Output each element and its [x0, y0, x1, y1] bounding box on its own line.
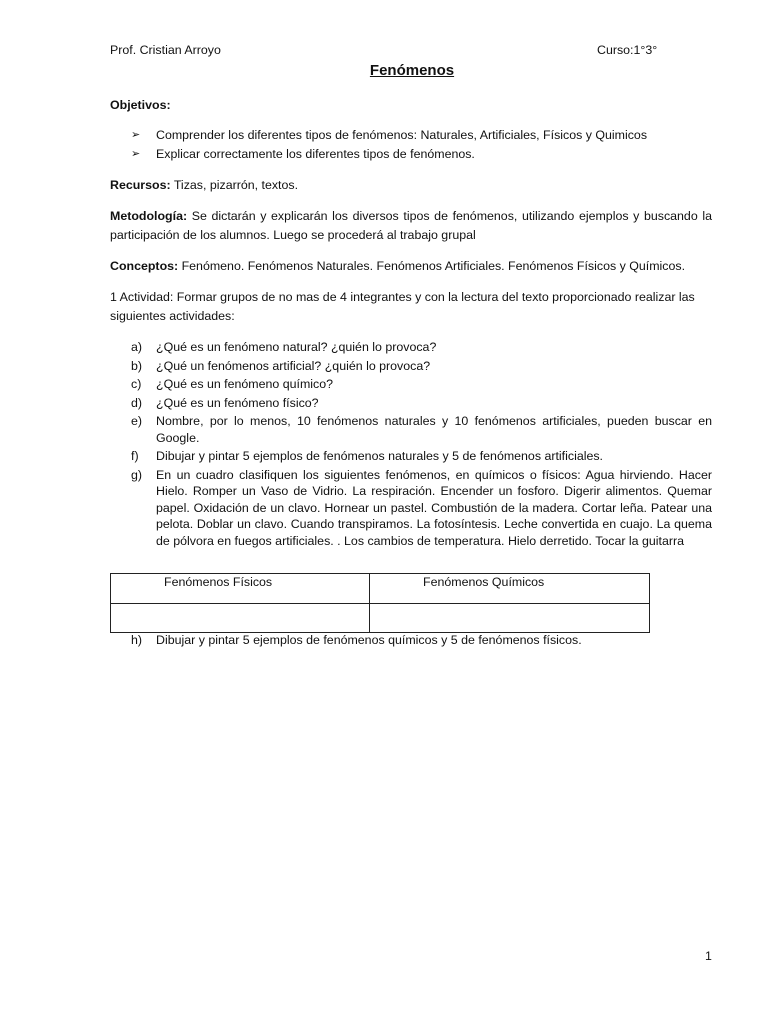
objetivos-list [131, 126, 721, 164]
list-item [131, 448, 712, 465]
recursos-paragraph [110, 176, 712, 195]
question-list-last [131, 632, 712, 651]
list-item [131, 358, 712, 375]
question-text: Nombre, por lo menos, 10 fenómenos naturales y 10 fenómenos artificiales, pueden buscar en Google. [156, 414, 712, 445]
question-marker: e) [131, 414, 143, 428]
classification-table [110, 573, 650, 633]
question-marker: b) [131, 358, 143, 373]
question-marker: h) [131, 633, 143, 647]
question-text: Dibujar y pintar 5 ejemplos de fenómenos naturales y 5 de fenómenos artificiales. [156, 449, 603, 463]
question-marker: c) [131, 377, 142, 391]
conceptos-label: Conceptos: [110, 259, 179, 273]
teacher-name: Prof. Cristian Arroyo [110, 43, 221, 57]
question-text: ¿Qué es un fenómeno natural? ¿quién lo provoca? [156, 340, 437, 354]
conceptos-text: Fenómeno. Fenómenos Naturales. Fenómenos Artificiales. Fenómenos Físicos y Químicos. [178, 259, 686, 273]
list-item [131, 413, 712, 446]
page-title: Fenómenos [369, 62, 455, 79]
question-marker: d) [131, 395, 143, 410]
table-cell-quimicos [370, 604, 650, 633]
list-item [131, 126, 721, 145]
list-item [131, 395, 712, 412]
course-label: Curso:1°3° [597, 43, 658, 57]
question-text: ¿Qué un fenómenos artificial? ¿quién lo provoca? [156, 358, 431, 373]
question-text: Dibujar y pintar 5 ejemplos de fenómenos químicos y 5 de fenómenos físicos. [156, 633, 582, 647]
list-item [131, 467, 712, 550]
table-row [111, 604, 650, 633]
table-header-quimicos: Fenómenos Químicos [370, 574, 650, 604]
recursos-text: Tizas, pizarrón, textos. [170, 178, 299, 192]
list-item [131, 632, 712, 649]
objetivo-text: Explicar correctamente los diferentes tipos de fenómenos. [156, 147, 475, 161]
list-item [131, 339, 712, 356]
list-item [131, 145, 721, 164]
table-cell-fisicos [111, 604, 370, 633]
question-marker: a) [131, 340, 143, 354]
list-item [131, 376, 712, 393]
table-header-fisicos: Fenómenos Físicos [111, 574, 370, 604]
metodologia-text: Se dictarán y explicarán los diversos tipos de fenómenos, utilizando ejemplos y buscando la participación de los alumnos. Luego se procederá al trabajo grupal [110, 209, 712, 242]
objetivos-heading [110, 96, 712, 115]
question-marker: g) [131, 467, 143, 482]
recursos-label: Recursos: [110, 178, 171, 192]
table-header-row [111, 574, 650, 604]
objetivos-label: Objetivos: [110, 98, 171, 112]
question-text: En un cuadro clasifiquen los siguientes fenómenos, en químicos o físicos: Agua hirviendo. Hacer Hielo. Romper un Vaso de Vidrio. La respiración. Encender un fosforo. Digerir alimentos. Quemar papel. Oxidación de un clavo. Hornear un pastel. Combustión de la madera. Cortar leña. Patear una pelota. Doblar un clavo. Cuando transpiramos. La fotosíntesis. Leche convertida en cuajo. La quema de pólvora en fuegos artificiales. . Los cambios de temperatura. Hielo derretido. Tocar la guitarra [156, 467, 712, 548]
conceptos-paragraph [110, 257, 712, 276]
objetivo-text: Comprender los diferentes tipos de fenómenos: Naturales, Artificiales, Físicos y Quimicos [156, 128, 648, 142]
actividad-intro: 1 Actividad: Formar grupos de no mas de 4 integrantes y con la lectura del texto proporcionado realizar las siguientes actividades: [110, 290, 695, 323]
metodologia-label: Metodología: [110, 209, 188, 223]
metodologia-paragraph [110, 207, 712, 245]
arrow-bullet-icon: ➢ [131, 148, 141, 160]
page-number: 1 [705, 949, 712, 963]
question-marker: f) [131, 449, 139, 463]
arrow-bullet-icon: ➢ [131, 129, 141, 141]
question-list [131, 339, 712, 551]
question-text: ¿Qué es un fenómeno físico? [156, 395, 319, 410]
question-text: ¿Qué es un fenómeno químico? [156, 377, 334, 391]
